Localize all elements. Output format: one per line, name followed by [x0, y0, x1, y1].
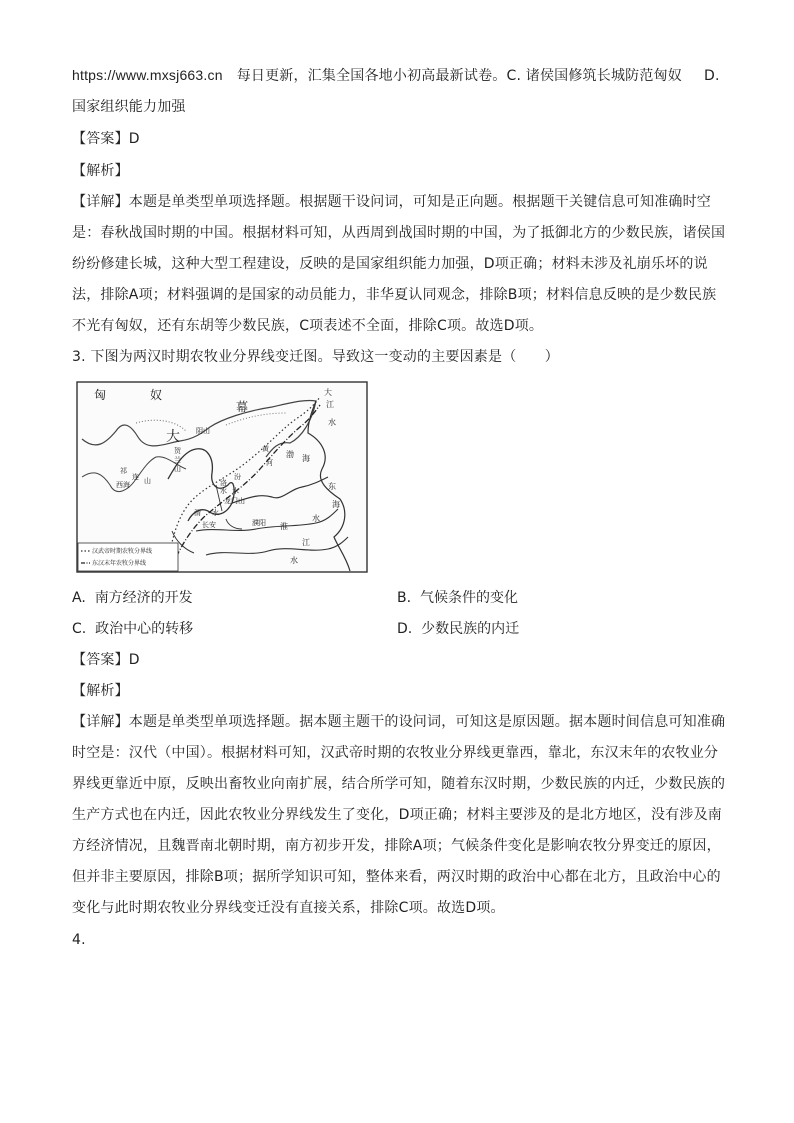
legend-eastern-han: 东汉末年农牧分界线: [92, 560, 147, 567]
q2-answer: 【答案】D: [72, 131, 140, 147]
map-label: 匈: [94, 388, 107, 402]
option-b-letter: B.: [397, 590, 412, 606]
header-tagline: 每日更新，汇集全国各地小初高最新试卷。C. 诸侯国修筑长城防范匈奴: [236, 68, 682, 84]
option-a-text: 南方经济的开发: [94, 590, 193, 606]
map-label: 幕: [236, 400, 249, 414]
map-label: 山: [144, 477, 151, 485]
map-label: 海: [332, 500, 340, 509]
q4-number: 4.: [72, 932, 86, 948]
q3-detail-line: 界线更靠近中原，反映出畜牧业向南扩展，结合所学可知，随着东汉时期，少数民族的内迁，少数民族的: [72, 776, 726, 792]
han-agro-pastoral-boundary-map: [76, 381, 368, 573]
map-label: 兰: [174, 456, 181, 464]
map-label: 江: [302, 538, 310, 547]
map-label: 龙门山: [224, 497, 245, 505]
map-label: 水: [232, 487, 239, 495]
q2-detail-line: 【详解】本题是单类型单项选择题。根据题干设问词，可知是正向题。根据题干关键信息可知准确时空: [72, 194, 711, 210]
map-label: 大: [166, 429, 180, 445]
map-label: 水: [290, 556, 298, 565]
q3-stem: 3. 下图为两汉时期农牧业分界线变迁图。导致这一变动的主要因素是（ ）: [72, 349, 560, 365]
q2-detail-line: 是：春秋战国时期的中国。根据材料可知，从西周到战国时期的中国，为了抵御北方的少数民族，诸侯国: [72, 225, 726, 241]
map-label: 贺: [174, 447, 181, 455]
map-label: 海: [302, 454, 310, 463]
option-d-label: D.: [703, 68, 720, 84]
option-b-text: 气候条件的变化: [419, 590, 518, 606]
q2-detail-line: 不光有匈奴，还有东胡等少数民族，C项表述不全面，排除C项。故选D项。: [72, 318, 544, 334]
q3-detail-line: 变化与此时期农牧业分界线变迁没有直接关系，排除C项。故选D项。: [72, 900, 505, 916]
q2-analysis-label: 【解析】: [72, 163, 129, 179]
map-label: 祁: [120, 467, 127, 475]
map-label: 连: [132, 473, 139, 481]
map-label: 山: [174, 465, 181, 473]
q3-detail-line: 【详解】本题是单类型单项选择题。据本题主题干的设问词，可知这是原因题。据本题时间信息可知准确: [72, 714, 726, 730]
q3-detail-line: 方经济情况，且魏晋南北朝时期，南方初步开发，排除A项；气候条件变化是影响农牧分界变迁的原因，: [72, 838, 721, 854]
map-label: 大: [324, 388, 332, 397]
map-label: 渭: [194, 509, 201, 517]
q2-detail-line: 纷纷修建长城，这种大型工程建设，反映的是国家组织能力加强，D项正确；材料未涉及礼崩乐坏的说: [72, 256, 708, 272]
q3-analysis-label: 【解析】: [72, 683, 129, 699]
map-label: 水: [328, 418, 336, 427]
map-label: 东: [328, 482, 336, 491]
map-label: 河: [266, 459, 273, 467]
q3-answer: 【答案】D: [72, 652, 140, 668]
map-label: 江: [326, 400, 334, 409]
map-label: 阴山: [196, 427, 210, 435]
option-d-text: 少数民族的内迁: [421, 621, 520, 637]
q3-detail-line: 生产方式也在内迁，因此农牧业分界线发生了变化，D项正确；材料主要涉及的是北方地区，没有涉及南: [72, 807, 722, 823]
option-c-letter: C.: [72, 621, 87, 637]
option-b[interactable]: [397, 588, 518, 608]
legend-han-wudi: 汉武帝时期农牧分界线: [92, 548, 153, 555]
map-label: 洛: [220, 479, 227, 487]
option-d-letter: D.: [397, 621, 413, 637]
map-label: 水: [312, 514, 320, 523]
map-label: 黄: [262, 445, 269, 453]
map-label: 汾: [234, 473, 241, 481]
map-label: 奴: [150, 388, 163, 402]
option-a[interactable]: [72, 588, 193, 608]
map-label: 水: [220, 487, 227, 495]
q3-detail-line: 但并非主要原因，排除B项；据所学知识可知，整体来看，两汉时期的政治中心都在北方，且政治中心的: [72, 869, 721, 885]
option-d-continuation: 国家组织能力加强: [72, 99, 186, 115]
map-label: 西海: [116, 481, 130, 489]
site-url[interactable]: https://www.mxsj663.cn: [72, 67, 223, 83]
map-legend: [78, 543, 178, 571]
option-d[interactable]: [397, 619, 519, 639]
map-label: 水: [212, 509, 219, 517]
header-line: [72, 65, 720, 86]
q3-detail-line: 时空是：汉代（中国）。根据材料可知，汉武帝时期的农牧业分界线更靠西，靠北，东汉末年的农牧业分: [72, 745, 719, 761]
option-c[interactable]: [72, 619, 193, 639]
map-label: 长安: [202, 521, 216, 529]
map-label: 淮: [280, 522, 288, 531]
map-label: 渤: [286, 450, 294, 459]
map-label: 濮阳: [252, 519, 266, 527]
q2-detail-line: 法，排除A项；材料强调的是国家的动员能力，非华夏认同观念，排除B项；材料信息反映的是少数民族: [72, 287, 717, 303]
option-c-text: 政治中心的转移: [95, 621, 194, 637]
option-a-letter: A.: [72, 590, 86, 606]
